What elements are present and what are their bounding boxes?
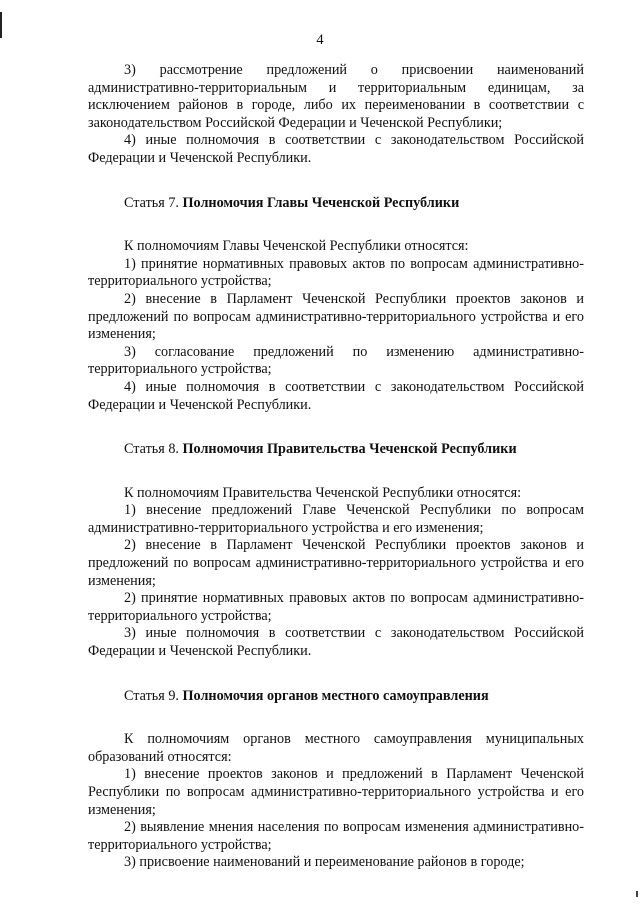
paragraph: 2) принятие нормативных правовых актов по вопросам административно-территориального устройства; — [88, 590, 584, 624]
article-title: Полномочия Главы Чеченской Республики — [182, 194, 460, 211]
article-number: Статья 7. — [124, 194, 179, 211]
paragraph: 4) иные полномочия в соответствии с законодательством Российской Федерации и Чеченской Республики. — [88, 132, 584, 166]
paragraph: 1) принятие нормативных правовых актов по вопросам административно-территориального устройства; — [88, 255, 584, 290]
article-body — [88, 485, 584, 661]
article-title: Полномочия Правительства Чеченской Республики — [182, 441, 517, 458]
paragraph: 2) внесение в Парламент Чеченской Республики проектов законов и предложений по вопросам административно-территориального устройства и его изменения; — [88, 537, 584, 589]
paragraph: 4) иные полномочия в соответствии с законодательством Российской Федерации и Чеченской Республики. — [88, 378, 584, 413]
paragraph: 1) внесение предложений Главе Чеченской Республики по вопросам административно-территориального устройства и его изменения; — [88, 502, 584, 536]
article-body — [88, 731, 584, 872]
article-number: Статья 9. — [124, 687, 179, 704]
paragraph: К полномочиям Правительства Чеченской Республики относятся: — [124, 484, 522, 501]
page-number: 4 — [316, 32, 324, 48]
article-title: Полномочия органов местного самоуправления — [182, 687, 489, 704]
paragraph: 3) иные полномочия в соответствии с законодательством Российской Федерации и Чеченской Республики. — [88, 625, 584, 660]
document-body — [88, 62, 584, 899]
paragraph: 3) рассмотрение предложений о присвоении наименований административно-территориальным и территориальным единицам, за исключением районов в городе, либо их переименовании в соответствии с законодательством Российской Федерации и Чеченской Республики; — [88, 62, 584, 131]
paragraph: 2) внесение в Парламент Чеченской Республики проектов законов и предложений по вопросам административно-территориального устройства и его изменения; — [88, 290, 584, 343]
article-heading — [88, 195, 584, 213]
paragraph: 2) выявление мнения населения по вопросам изменения административно-территориального устройства; — [88, 819, 584, 853]
article-heading — [88, 688, 584, 706]
paragraph: 3) согласование предложений по изменению административно-территориального устройства; — [88, 343, 584, 378]
paragraph: К полномочиям органов местного самоуправления муниципальных образований относятся: — [88, 731, 584, 765]
paragraph: К полномочиям Главы Чеченской Республики относятся: — [124, 238, 469, 255]
paragraph: 1) внесение проектов законов и предложений в Парламент Чеченской Республики по вопросам административно-территориального устройства и его изменения; — [88, 766, 584, 818]
scan-edge-mark — [636, 891, 638, 897]
paragraph: 3) присвоение наименований и переименование районов в городе; — [124, 854, 525, 871]
article-continuation — [88, 62, 584, 168]
article-body — [88, 238, 584, 414]
article-heading — [88, 441, 584, 459]
article-number: Статья 8. — [124, 441, 179, 458]
